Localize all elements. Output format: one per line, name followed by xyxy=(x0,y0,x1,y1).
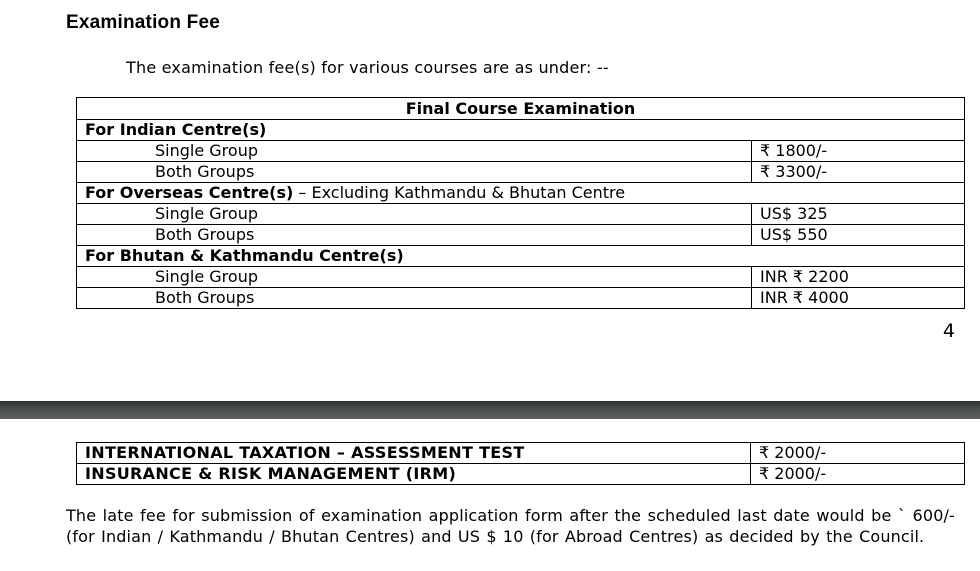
page-number: 4 xyxy=(942,320,955,342)
fee-value: ₹ 3300/- xyxy=(752,162,965,183)
fee-value: ₹ 1800/- xyxy=(752,141,965,162)
fee-value: INR ₹ 4000 xyxy=(752,288,965,309)
fee-item-label: Both Groups xyxy=(77,225,752,246)
fee-value: INR ₹ 2200 xyxy=(752,267,965,288)
course-name: INSURANCE & RISK MANAGEMENT (IRM) xyxy=(77,464,751,485)
course-name: INTERNATIONAL TAXATION – ASSESSMENT TEST xyxy=(77,443,751,464)
group-header-row xyxy=(77,246,965,267)
section-heading: Examination Fee xyxy=(66,12,220,33)
intro-text: The examination fee(s) for various courses are as under: -- xyxy=(126,58,609,77)
group-header-bhutan-kathmandu xyxy=(77,246,965,267)
fee-item-label: Both Groups xyxy=(77,162,752,183)
late-fee-note: The late fee for submission of examination application form after the scheduled last date would be ` 600/- (for Indian / Kathmandu / Bhutan Centres) and US $ 10 (for Abroad Centres) as decided by the Council. xyxy=(66,506,955,546)
fee-value: US$ 325 xyxy=(752,204,965,225)
group-header-overseas xyxy=(77,183,965,204)
table-row xyxy=(77,267,965,288)
table-row xyxy=(77,288,965,309)
table-title: Final Course Examination xyxy=(77,98,965,120)
page-break-separator xyxy=(0,401,980,419)
table-row xyxy=(77,443,965,464)
group-label: For Indian Centre(s) xyxy=(85,120,267,139)
group-label: For Overseas Centre(s) xyxy=(85,183,294,202)
table-row xyxy=(77,162,965,183)
fee-item-label: Single Group xyxy=(77,141,752,162)
fee-item-label: Single Group xyxy=(77,267,752,288)
fee-value: US$ 550 xyxy=(752,225,965,246)
table-row xyxy=(77,464,965,485)
fee-value: ₹ 2000/- xyxy=(751,443,965,464)
group-label: For Bhutan & Kathmandu Centre(s) xyxy=(85,246,404,265)
table-row xyxy=(77,225,965,246)
fee-item-label: Both Groups xyxy=(77,288,752,309)
other-courses-fee-table xyxy=(76,442,965,485)
fee-value: ₹ 2000/- xyxy=(751,464,965,485)
table-row xyxy=(77,204,965,225)
table-row xyxy=(77,141,965,162)
group-header-row xyxy=(77,183,965,204)
group-header-row xyxy=(77,120,965,141)
group-label-note: – Excluding Kathmandu & Bhutan Centre xyxy=(293,183,626,202)
table-title-row xyxy=(77,98,965,120)
final-course-fee-table xyxy=(76,97,965,309)
group-header-indian xyxy=(77,120,965,141)
fee-item-label: Single Group xyxy=(77,204,752,225)
